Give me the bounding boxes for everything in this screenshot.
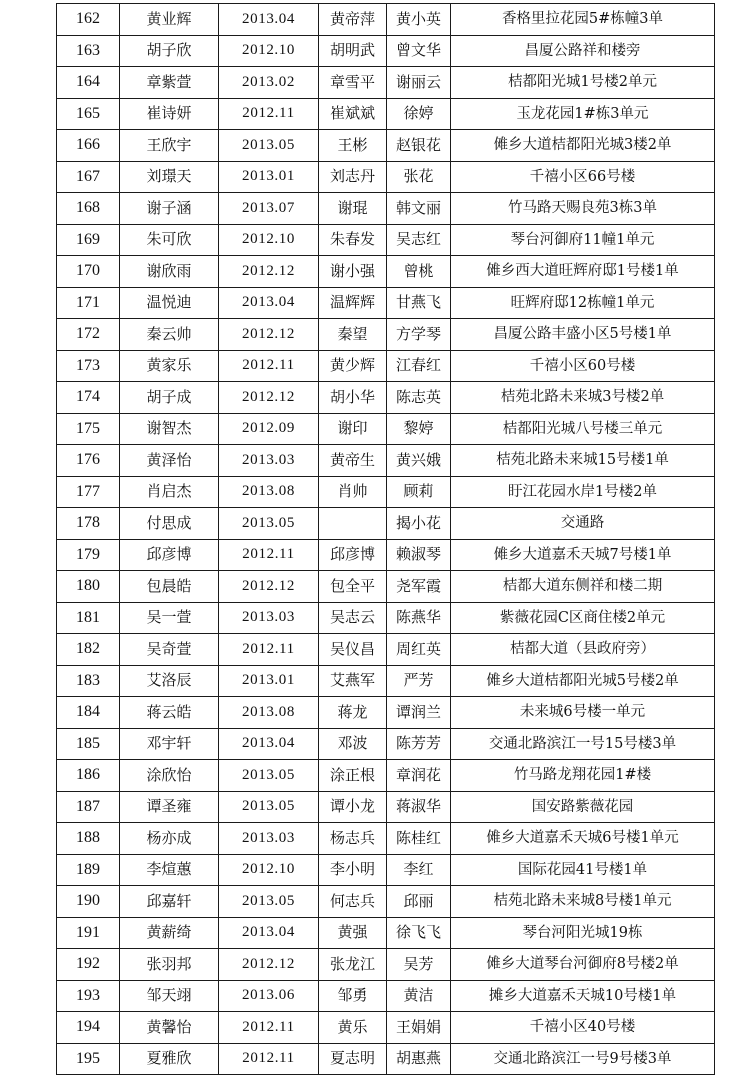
father-name-cell: 肖帅	[319, 476, 387, 508]
mother-name-cell: 张花	[387, 161, 451, 193]
row-number-cell: 193	[57, 980, 120, 1012]
father-name-cell: 邹勇	[319, 980, 387, 1012]
address-cell: 桔苑北路未来城3号楼2单	[451, 382, 715, 414]
row-number-cell: 165	[57, 98, 120, 130]
mother-name-cell: 邱丽	[387, 886, 451, 918]
father-name-cell: 吴志云	[319, 602, 387, 634]
birth-date-cell: 2012.12	[219, 319, 319, 351]
table-row	[57, 791, 715, 823]
father-name-cell: 吴仪昌	[319, 634, 387, 666]
mother-name-cell: 甘燕飞	[387, 287, 451, 319]
father-name-cell: 邓波	[319, 728, 387, 760]
father-name-cell: 朱春发	[319, 224, 387, 256]
birth-date-cell: 2013.08	[219, 697, 319, 729]
father-name-cell: 杨志兵	[319, 823, 387, 855]
row-number-cell: 189	[57, 854, 120, 886]
address-cell: 桔都阳光城八号楼三单元	[451, 413, 715, 445]
birth-date-cell: 2013.05	[219, 760, 319, 792]
row-number-cell: 188	[57, 823, 120, 855]
table-row	[57, 917, 715, 949]
mother-name-cell: 徐飞飞	[387, 917, 451, 949]
father-name-cell: 章雪平	[319, 67, 387, 99]
address-cell: 未来城6号楼一单元	[451, 697, 715, 729]
father-name-cell	[319, 508, 387, 540]
father-name-cell: 黄帝生	[319, 445, 387, 477]
table-row	[57, 760, 715, 792]
row-number-cell: 179	[57, 539, 120, 571]
birth-date-cell: 2012.11	[219, 350, 319, 382]
student-name-cell: 崔诗妍	[120, 98, 219, 130]
row-number-cell: 171	[57, 287, 120, 319]
row-number-cell: 192	[57, 949, 120, 981]
row-number-cell: 186	[57, 760, 120, 792]
table-row	[57, 1012, 715, 1044]
table-row	[57, 4, 715, 36]
mother-name-cell: 陈桂红	[387, 823, 451, 855]
roster-body	[57, 4, 715, 1075]
father-name-cell: 黄少辉	[319, 350, 387, 382]
father-name-cell: 涂正根	[319, 760, 387, 792]
student-roster-table	[56, 3, 715, 1075]
row-number-cell: 187	[57, 791, 120, 823]
table-row	[57, 823, 715, 855]
birth-date-cell: 2013.06	[219, 980, 319, 1012]
address-cell: 桔苑北路未来城15号楼1单	[451, 445, 715, 477]
student-name-cell: 朱可欣	[120, 224, 219, 256]
address-cell: 交通北路滨江一号9号楼3单	[451, 1043, 715, 1075]
birth-date-cell: 2012.10	[219, 224, 319, 256]
address-cell: 傩乡大道琴台河御府8号楼2单	[451, 949, 715, 981]
mother-name-cell: 李红	[387, 854, 451, 886]
student-name-cell: 杨亦成	[120, 823, 219, 855]
father-name-cell: 李小明	[319, 854, 387, 886]
table-row	[57, 634, 715, 666]
mother-name-cell: 揭小花	[387, 508, 451, 540]
father-name-cell: 黄强	[319, 917, 387, 949]
mother-name-cell: 吴芳	[387, 949, 451, 981]
student-name-cell: 谢欣雨	[120, 256, 219, 288]
father-name-cell: 胡明武	[319, 35, 387, 67]
table-row	[57, 602, 715, 634]
mother-name-cell: 方学琴	[387, 319, 451, 351]
birth-date-cell: 2013.05	[219, 130, 319, 162]
mother-name-cell: 顾莉	[387, 476, 451, 508]
table-row	[57, 539, 715, 571]
mother-name-cell: 黎婷	[387, 413, 451, 445]
birth-date-cell: 2012.12	[219, 571, 319, 603]
father-name-cell: 邱彦博	[319, 539, 387, 571]
student-name-cell: 艾洛辰	[120, 665, 219, 697]
student-name-cell: 邱嘉轩	[120, 886, 219, 918]
table-row	[57, 319, 715, 351]
student-name-cell: 邓宇轩	[120, 728, 219, 760]
row-number-cell: 163	[57, 35, 120, 67]
mother-name-cell: 赵银花	[387, 130, 451, 162]
student-name-cell: 夏雅欣	[120, 1043, 219, 1075]
address-cell: 交通路	[451, 508, 715, 540]
student-name-cell: 谢智杰	[120, 413, 219, 445]
father-name-cell: 艾燕军	[319, 665, 387, 697]
address-cell: 千禧小区40号楼	[451, 1012, 715, 1044]
student-name-cell: 涂欣怡	[120, 760, 219, 792]
row-number-cell: 195	[57, 1043, 120, 1075]
student-name-cell: 吴一萱	[120, 602, 219, 634]
table-row	[57, 224, 715, 256]
mother-name-cell: 尧军霞	[387, 571, 451, 603]
address-cell: 千禧小区66号楼	[451, 161, 715, 193]
row-number-cell: 180	[57, 571, 120, 603]
table-row	[57, 665, 715, 697]
address-cell: 桔苑北路未来城8号楼1单元	[451, 886, 715, 918]
row-number-cell: 175	[57, 413, 120, 445]
row-number-cell: 174	[57, 382, 120, 414]
row-number-cell: 178	[57, 508, 120, 540]
address-cell: 桔都大道（县政府旁）	[451, 634, 715, 666]
birth-date-cell: 2012.12	[219, 256, 319, 288]
birth-date-cell: 2013.05	[219, 508, 319, 540]
birth-date-cell: 2013.04	[219, 917, 319, 949]
address-cell: 香格里拉花园5#栋幢3单	[451, 4, 715, 36]
address-cell: 千禧小区60号楼	[451, 350, 715, 382]
student-name-cell: 李煊蕙	[120, 854, 219, 886]
row-number-cell: 169	[57, 224, 120, 256]
student-name-cell: 刘璟天	[120, 161, 219, 193]
table-row	[57, 256, 715, 288]
student-name-cell: 黄薪绮	[120, 917, 219, 949]
row-number-cell: 170	[57, 256, 120, 288]
mother-name-cell: 黄兴娥	[387, 445, 451, 477]
student-name-cell: 肖启杰	[120, 476, 219, 508]
address-cell: 桔都阳光城1号楼2单元	[451, 67, 715, 99]
address-cell: 昌厦公路丰盛小区5号楼1单	[451, 319, 715, 351]
mother-name-cell: 黄洁	[387, 980, 451, 1012]
table-row	[57, 886, 715, 918]
student-name-cell: 蒋云皓	[120, 697, 219, 729]
table-row	[57, 476, 715, 508]
father-name-cell: 谢小强	[319, 256, 387, 288]
row-number-cell: 173	[57, 350, 120, 382]
mother-name-cell: 陈芳芳	[387, 728, 451, 760]
mother-name-cell: 谢丽云	[387, 67, 451, 99]
student-name-cell: 秦云帅	[120, 319, 219, 351]
mother-name-cell: 陈燕华	[387, 602, 451, 634]
mother-name-cell: 黄小英	[387, 4, 451, 36]
address-cell: 琴台河御府11幢1单元	[451, 224, 715, 256]
table-row	[57, 571, 715, 603]
birth-date-cell: 2013.04	[219, 728, 319, 760]
father-name-cell: 谢琨	[319, 193, 387, 225]
father-name-cell: 何志兵	[319, 886, 387, 918]
row-number-cell: 177	[57, 476, 120, 508]
student-name-cell: 黄馨怡	[120, 1012, 219, 1044]
mother-name-cell: 蒋淑华	[387, 791, 451, 823]
table-row	[57, 350, 715, 382]
father-name-cell: 刘志丹	[319, 161, 387, 193]
row-number-cell: 191	[57, 917, 120, 949]
table-row	[57, 287, 715, 319]
student-name-cell: 吴奇萱	[120, 634, 219, 666]
student-name-cell: 包晨皓	[120, 571, 219, 603]
student-name-cell: 黄业辉	[120, 4, 219, 36]
row-number-cell: 176	[57, 445, 120, 477]
row-number-cell: 181	[57, 602, 120, 634]
row-number-cell: 194	[57, 1012, 120, 1044]
student-name-cell: 邹天翊	[120, 980, 219, 1012]
birth-date-cell: 2013.04	[219, 4, 319, 36]
row-number-cell: 183	[57, 665, 120, 697]
mother-name-cell: 赖淑琴	[387, 539, 451, 571]
father-name-cell: 张龙江	[319, 949, 387, 981]
mother-name-cell: 谭润兰	[387, 697, 451, 729]
address-cell: 琴台河阳光城19栋	[451, 917, 715, 949]
mother-name-cell: 徐婷	[387, 98, 451, 130]
student-name-cell: 黄家乐	[120, 350, 219, 382]
father-name-cell: 谭小龙	[319, 791, 387, 823]
birth-date-cell: 2013.07	[219, 193, 319, 225]
address-cell: 紫薇花园C区商住楼2单元	[451, 602, 715, 634]
birth-date-cell: 2013.01	[219, 161, 319, 193]
row-number-cell: 162	[57, 4, 120, 36]
table-row	[57, 67, 715, 99]
student-name-cell: 谢子涵	[120, 193, 219, 225]
row-number-cell: 185	[57, 728, 120, 760]
address-cell: 傩乡大道桔都阳光城5号楼2单	[451, 665, 715, 697]
birth-date-cell: 2012.11	[219, 1012, 319, 1044]
address-cell: 竹马路龙翔花园1#楼	[451, 760, 715, 792]
address-cell: 玉龙花园1#栋3单元	[451, 98, 715, 130]
row-number-cell: 190	[57, 886, 120, 918]
birth-date-cell: 2013.03	[219, 445, 319, 477]
student-name-cell: 温悦迪	[120, 287, 219, 319]
birth-date-cell: 2012.11	[219, 634, 319, 666]
student-name-cell: 邱彦博	[120, 539, 219, 571]
student-name-cell: 胡子成	[120, 382, 219, 414]
birth-date-cell: 2012.10	[219, 854, 319, 886]
row-number-cell: 164	[57, 67, 120, 99]
address-cell: 傩乡大道嘉禾天城6号楼1单元	[451, 823, 715, 855]
birth-date-cell: 2013.05	[219, 791, 319, 823]
row-number-cell: 168	[57, 193, 120, 225]
row-number-cell: 182	[57, 634, 120, 666]
father-name-cell: 胡小华	[319, 382, 387, 414]
father-name-cell: 秦望	[319, 319, 387, 351]
father-name-cell: 黄帝萍	[319, 4, 387, 36]
father-name-cell: 包全平	[319, 571, 387, 603]
table-row	[57, 854, 715, 886]
address-cell: 国安路紫薇花园	[451, 791, 715, 823]
father-name-cell: 夏志明	[319, 1043, 387, 1075]
student-name-cell: 胡子欣	[120, 35, 219, 67]
row-number-cell: 166	[57, 130, 120, 162]
table-row	[57, 130, 715, 162]
birth-date-cell: 2012.11	[219, 98, 319, 130]
mother-name-cell: 陈志英	[387, 382, 451, 414]
birth-date-cell: 2012.10	[219, 35, 319, 67]
address-cell: 摊乡大道嘉禾天城10号楼1单	[451, 980, 715, 1012]
address-cell: 桔都大道东侧祥和楼二期	[451, 571, 715, 603]
birth-date-cell: 2012.12	[219, 949, 319, 981]
address-cell: 交通北路滨江一号15号楼3单	[451, 728, 715, 760]
father-name-cell: 谢印	[319, 413, 387, 445]
mother-name-cell: 章润花	[387, 760, 451, 792]
address-cell: 盱江花园水岸1号楼2单	[451, 476, 715, 508]
student-name-cell: 黄泽怡	[120, 445, 219, 477]
mother-name-cell: 曾文华	[387, 35, 451, 67]
mother-name-cell: 周红英	[387, 634, 451, 666]
birth-date-cell: 2013.04	[219, 287, 319, 319]
birth-date-cell: 2013.08	[219, 476, 319, 508]
table-row	[57, 382, 715, 414]
birth-date-cell: 2012.12	[219, 382, 319, 414]
father-name-cell: 黄乐	[319, 1012, 387, 1044]
table-row	[57, 980, 715, 1012]
birth-date-cell: 2013.03	[219, 602, 319, 634]
table-row	[57, 35, 715, 67]
mother-name-cell: 江春红	[387, 350, 451, 382]
table-row	[57, 98, 715, 130]
table-row	[57, 161, 715, 193]
table-row	[57, 697, 715, 729]
table-row	[57, 508, 715, 540]
father-name-cell: 王彬	[319, 130, 387, 162]
address-cell: 竹马路天赐良苑3栋3单	[451, 193, 715, 225]
student-name-cell: 谭圣雍	[120, 791, 219, 823]
birth-date-cell: 2013.03	[219, 823, 319, 855]
address-cell: 傩乡西大道旺辉府邸1号楼1单	[451, 256, 715, 288]
address-cell: 昌厦公路祥和楼旁	[451, 35, 715, 67]
address-cell: 傩乡大道嘉禾天城7号楼1单	[451, 539, 715, 571]
table-row	[57, 445, 715, 477]
table-row	[57, 1043, 715, 1075]
mother-name-cell: 吴志红	[387, 224, 451, 256]
address-cell: 国际花园41号楼1单	[451, 854, 715, 886]
father-name-cell: 温辉辉	[319, 287, 387, 319]
father-name-cell: 崔斌斌	[319, 98, 387, 130]
birth-date-cell: 2012.09	[219, 413, 319, 445]
father-name-cell: 蒋龙	[319, 697, 387, 729]
student-name-cell: 付思成	[120, 508, 219, 540]
table-row	[57, 193, 715, 225]
birth-date-cell: 2013.02	[219, 67, 319, 99]
address-cell: 旺辉府邸12栋幢1单元	[451, 287, 715, 319]
birth-date-cell: 2012.11	[219, 539, 319, 571]
mother-name-cell: 胡惠燕	[387, 1043, 451, 1075]
student-name-cell: 王欣宇	[120, 130, 219, 162]
row-number-cell: 184	[57, 697, 120, 729]
mother-name-cell: 曾桃	[387, 256, 451, 288]
table-row	[57, 949, 715, 981]
birth-date-cell: 2012.11	[219, 1043, 319, 1075]
table-row	[57, 728, 715, 760]
mother-name-cell: 韩文丽	[387, 193, 451, 225]
mother-name-cell: 王娟娟	[387, 1012, 451, 1044]
student-name-cell: 张羽邦	[120, 949, 219, 981]
birth-date-cell: 2013.01	[219, 665, 319, 697]
row-number-cell: 172	[57, 319, 120, 351]
mother-name-cell: 严芳	[387, 665, 451, 697]
address-cell: 傩乡大道桔都阳光城3楼2单	[451, 130, 715, 162]
row-number-cell: 167	[57, 161, 120, 193]
student-name-cell: 章紫萱	[120, 67, 219, 99]
birth-date-cell: 2013.05	[219, 886, 319, 918]
table-row	[57, 413, 715, 445]
